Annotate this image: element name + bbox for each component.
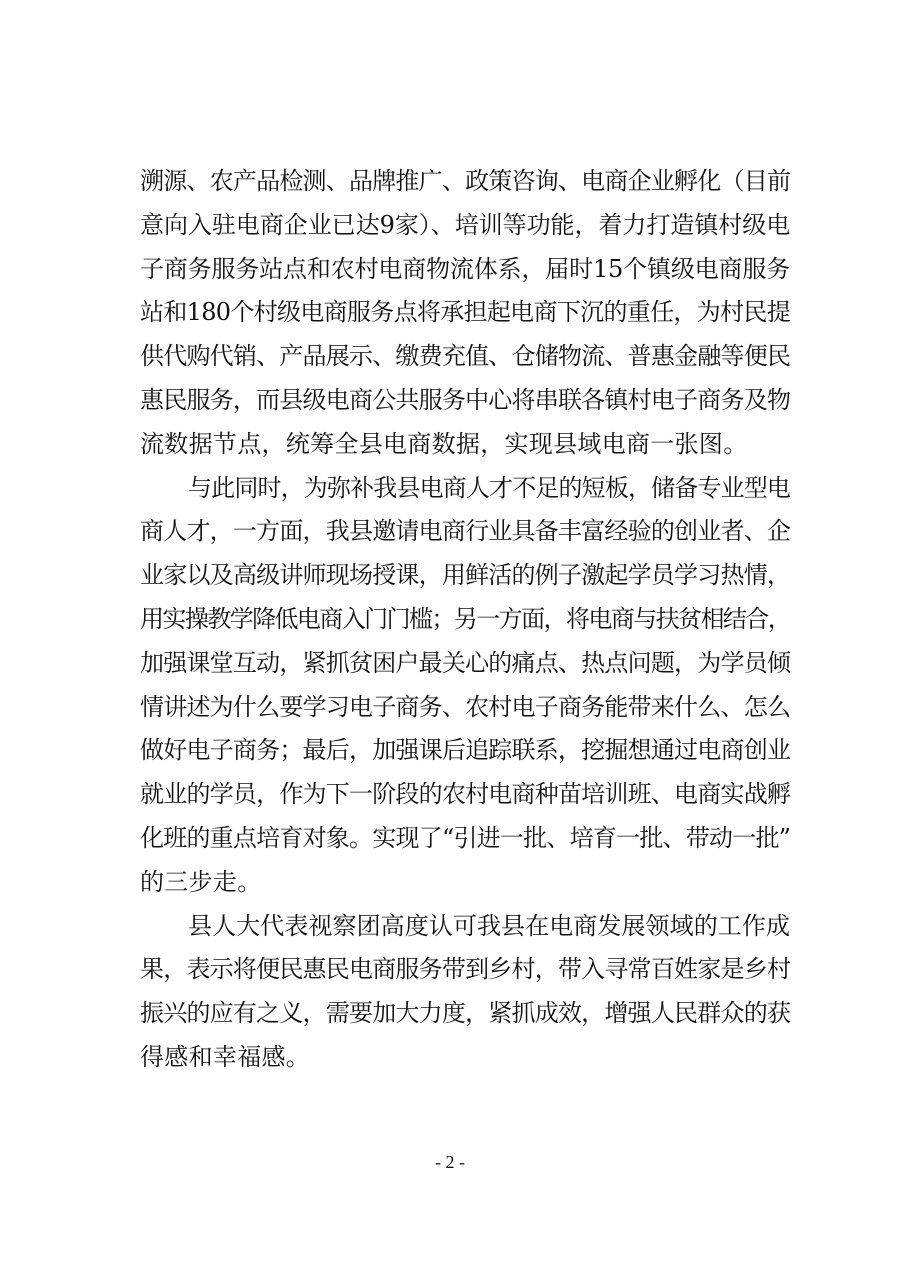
text-line: 与此同时，为弥补我县电商人才不足的短板，储备专业型电 bbox=[188, 473, 790, 502]
text-line: 做好电子商务；最后，加强课后追踪联系，挖掘想通过电商创业 bbox=[140, 736, 790, 765]
text-line: 就业的学员，作为下一阶段的农村电商种苗培训班、电商实战孵 bbox=[140, 780, 790, 809]
text-line: 业家以及高级讲师现场授课，用鲜活的例子激起学员学习热情， bbox=[140, 561, 790, 590]
text-line: 子商务服务站点和农村电商物流体系，届时15个镇级电商服务 bbox=[140, 254, 790, 283]
paragraph-3 bbox=[140, 905, 790, 1080]
paragraph-1 bbox=[140, 160, 790, 467]
text-line: 用实操教学降低电商入门门槛；另一方面，将电商与扶贫相结合， bbox=[140, 604, 790, 633]
text-line: 商人才，一方面，我县邀请电商行业具备丰富经验的创业者、企 bbox=[140, 517, 790, 546]
text-line: 的三步走。 bbox=[140, 867, 262, 896]
text-line: 振兴的应有之义，需要加大力度，紧抓成效，增强人民群众的获 bbox=[140, 999, 790, 1028]
text-line: 惠民服务，而县级电商公共服务中心将串联各镇村电子商务及物 bbox=[140, 385, 790, 414]
text-line: 供代购代销、产品展示、缴费充值、仓储物流、普惠金融等便民 bbox=[140, 342, 790, 371]
text-line: 站和180个村级电商服务点将承担起电商下沉的重任，为村民提 bbox=[140, 298, 790, 327]
text-line: 化班的重点培育对象。实现了“引进一批、培育一批、带动一批” bbox=[140, 823, 790, 852]
text-line: 县人大代表视察团高度认可我县在电商发展领域的工作成 bbox=[188, 911, 790, 940]
text-line: 溯源、农产品检测、品牌推广、政策咨询、电商企业孵化（目前 bbox=[140, 167, 790, 195]
text-line: 加强课堂互动，紧抓贫困户最关心的痛点、热点问题，为学员倾 bbox=[140, 648, 790, 677]
document-body bbox=[140, 160, 790, 1080]
text-line: 意向入驻电商企业已达9家）、培训等功能，着力打造镇村级电 bbox=[140, 210, 790, 239]
text-line: 果，表示将便民惠民电商服务带到乡村，带入寻常百姓家是乡村 bbox=[140, 955, 790, 984]
text-line: 情讲述为什么要学习电子商务、农村电子商务能带来什么、怎么 bbox=[140, 692, 790, 721]
page-number: - 2 - bbox=[435, 1152, 465, 1172]
paragraph-2 bbox=[140, 467, 790, 905]
text-line: 流数据节点，统筹全县电商数据，实现县域电商一张图。 bbox=[140, 429, 748, 458]
text-line: 得感和幸福感。 bbox=[140, 1042, 311, 1071]
